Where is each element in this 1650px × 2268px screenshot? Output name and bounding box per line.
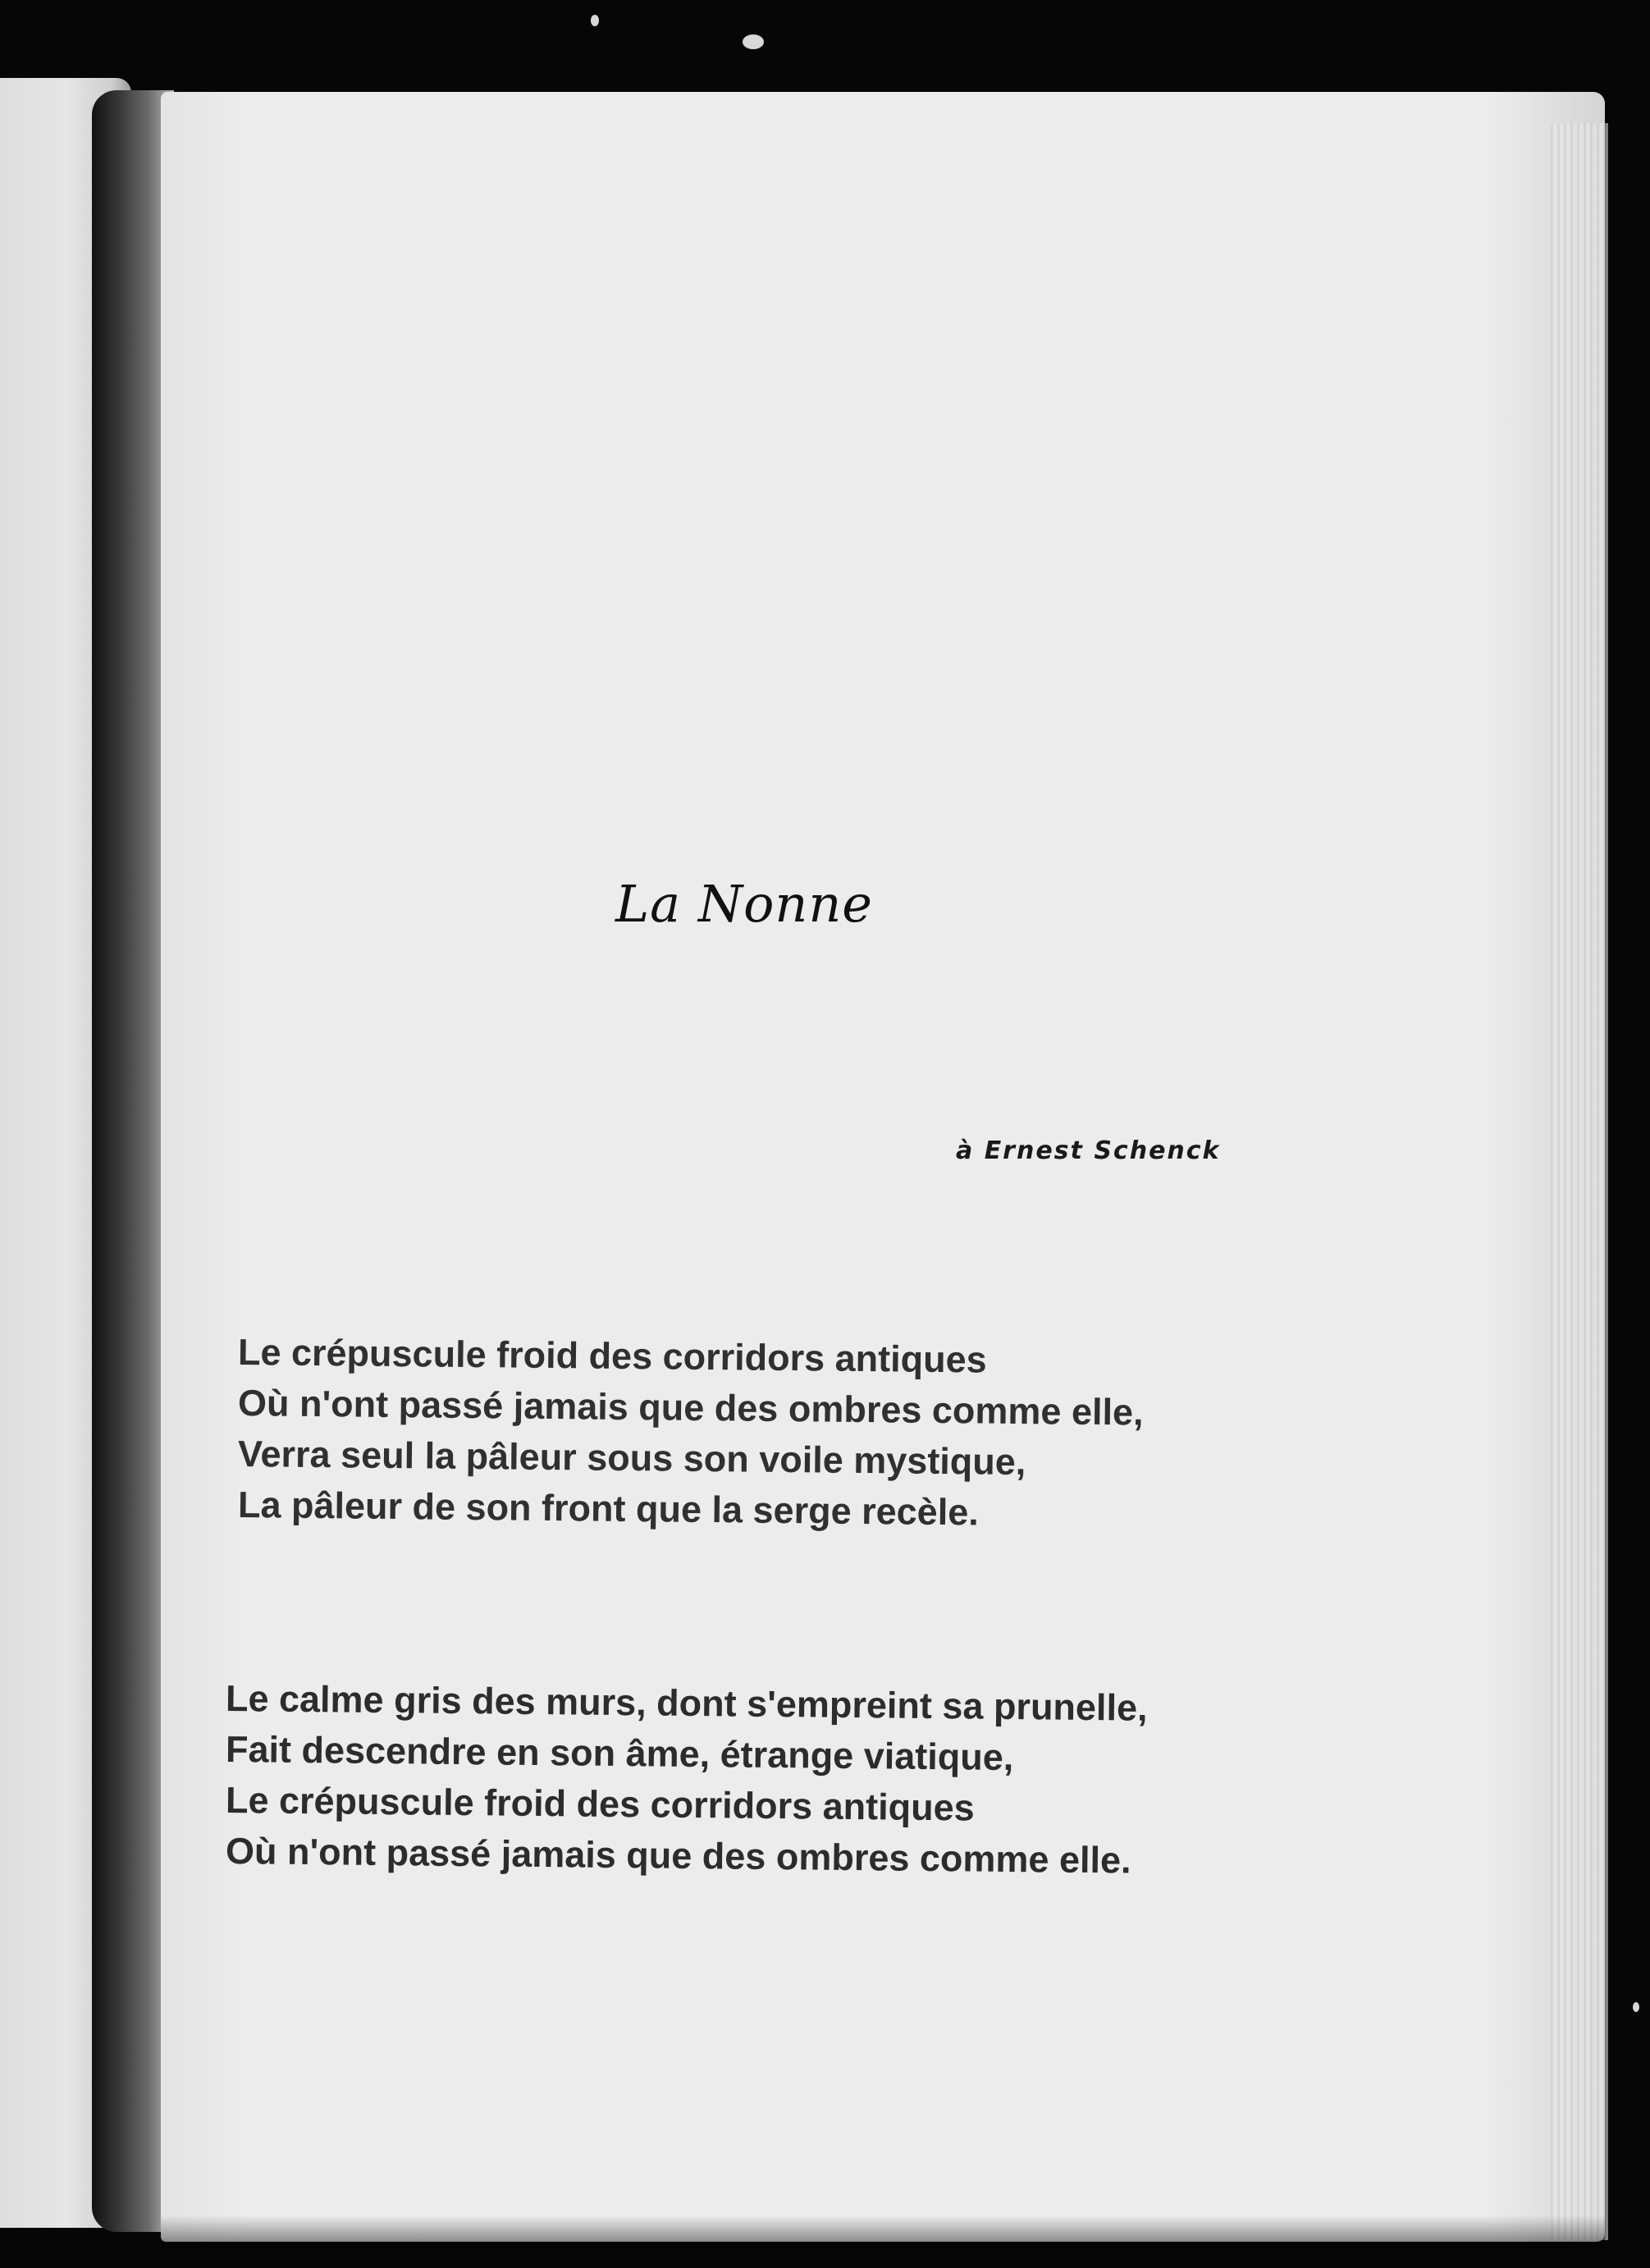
verse-line: Le crépuscule froid des corridors antiques — [225, 1779, 975, 1829]
verse-line: Où n'ont passé jamais que des ombres comme elle. — [225, 1830, 1131, 1882]
verse-line: Où n'ont passé jamais que des ombres comme elle, — [237, 1382, 1144, 1434]
poem-title: La Nonne — [615, 874, 873, 934]
stanza-2 — [225, 1674, 1148, 1882]
verse-line: Verra seul la pâleur sous son voile mystique, — [237, 1433, 1026, 1484]
dust-speck — [743, 34, 764, 49]
verse-line: Le crépuscule froid des corridors antiques — [237, 1331, 987, 1381]
book-page — [161, 92, 1605, 2242]
page-edges — [1551, 123, 1608, 2240]
stanza-1 — [237, 1328, 1144, 1534]
poem-dedication: à Ernest Schenck — [956, 1136, 1221, 1165]
verse-line: Le calme gris des murs, dont s'empreint sa prunelle, — [225, 1677, 1148, 1729]
verse-line: Fait descendre en son âme, étrange viatique, — [225, 1728, 1014, 1779]
dust-speck — [591, 15, 599, 26]
page-bottom-shadow — [161, 2215, 1605, 2248]
dust-speck — [1633, 2002, 1639, 2012]
verse-line: La pâleur de son front que la serge recèle. — [237, 1484, 980, 1534]
